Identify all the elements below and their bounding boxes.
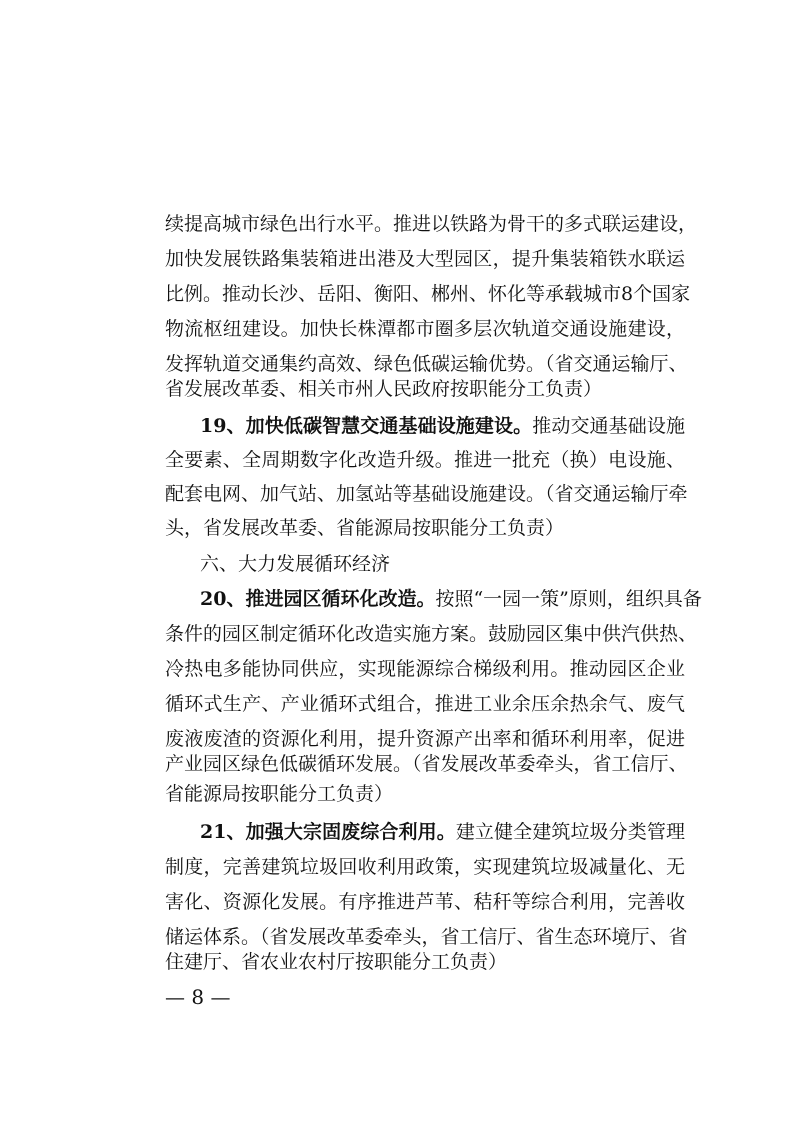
item-19-first-line bbox=[200, 414, 685, 438]
item-20-title: 20、推进园区循环化改造。 bbox=[200, 588, 436, 610]
paragraph-line: 续提高城市绿色出行水平。推进以铁路为骨干的多式联运建设， bbox=[165, 213, 698, 235]
paragraph-line: 头，省发展改革委、省能源局按职能分工负责） bbox=[165, 517, 565, 539]
paragraph-line: 条件的园区制定循环化改造实施方案。鼓励园区集中供汽供热、 bbox=[165, 623, 698, 645]
item-19-title: 19、加快低碳智慧交通基础设施建设。 bbox=[200, 415, 533, 437]
paragraph-line: 发挥轨道交通集约高效、绿色低碳运输优势。（省交通运输厅、 bbox=[165, 353, 688, 375]
paragraph-line: 循环式生产、产业循环式组合，推进工业余压余热余气、废气 bbox=[165, 693, 685, 715]
section-heading: 六、大力发展循环经济 bbox=[200, 553, 391, 575]
paragraph-line: 全要素、全周期数字化改造升级。推进一批充（换）电设施、 bbox=[165, 449, 685, 471]
paragraph-line: 废液废渣的资源化利用，提升资源产出率和循环利用率，促进 bbox=[165, 728, 685, 750]
item-19-text: 推动交通基础设施 bbox=[532, 415, 685, 437]
paragraph-line: 省能源局按职能分工负责） bbox=[165, 783, 394, 805]
paragraph-line: 制度，完善建筑垃圾回收利用政策，实现建筑垃圾减量化、无 bbox=[165, 856, 685, 878]
paragraph-line: 害化、资源化发展。有序推进芦苇、秸秆等综合利用，完善收 bbox=[165, 891, 685, 913]
paragraph-line: 住建厅、省农业农村厅按职能分工负责） bbox=[165, 951, 508, 973]
page-number: — 8 — bbox=[165, 985, 231, 1009]
item-21-first-line bbox=[200, 820, 685, 844]
paragraph-line: 配套电网、加气站、加氢站等基础设施建设。（省交通运输厅牵 bbox=[165, 483, 688, 505]
item-20-text: 按照“一园一策”原则，组织具备 bbox=[435, 588, 702, 610]
paragraph-line: 储运体系。（省发展改革委牵头，省工信厅、省生态环境厅、省 bbox=[165, 926, 688, 948]
paragraph-line: 加快发展铁路集装箱进出港及大型园区，提升集装箱铁水联运 bbox=[165, 248, 685, 270]
item-21-title: 21、加强大宗固废综合利用。 bbox=[200, 821, 456, 843]
paragraph-line: 冷热电多能协同供应，实现能源综合梯级利用。推动园区企业 bbox=[165, 658, 685, 680]
paragraph-line: 比例。推动长沙、岳阳、衡阳、郴州、怀化等承载城市8个国家 bbox=[165, 283, 691, 305]
paragraph-line: 物流枢纽建设。加快长株潭都市圈多层次轨道交通设施建设， bbox=[165, 318, 685, 340]
item-21-text: 建立健全建筑垃圾分类管理 bbox=[455, 821, 685, 843]
paragraph-line: 产业园区绿色低碳循环发展。（省发展改革委牵头，省工信厅、 bbox=[165, 753, 688, 775]
item-20-first-line bbox=[200, 587, 702, 611]
paragraph-line: 省发展改革委、相关市州人民政府按职能分工负责） bbox=[165, 378, 603, 400]
